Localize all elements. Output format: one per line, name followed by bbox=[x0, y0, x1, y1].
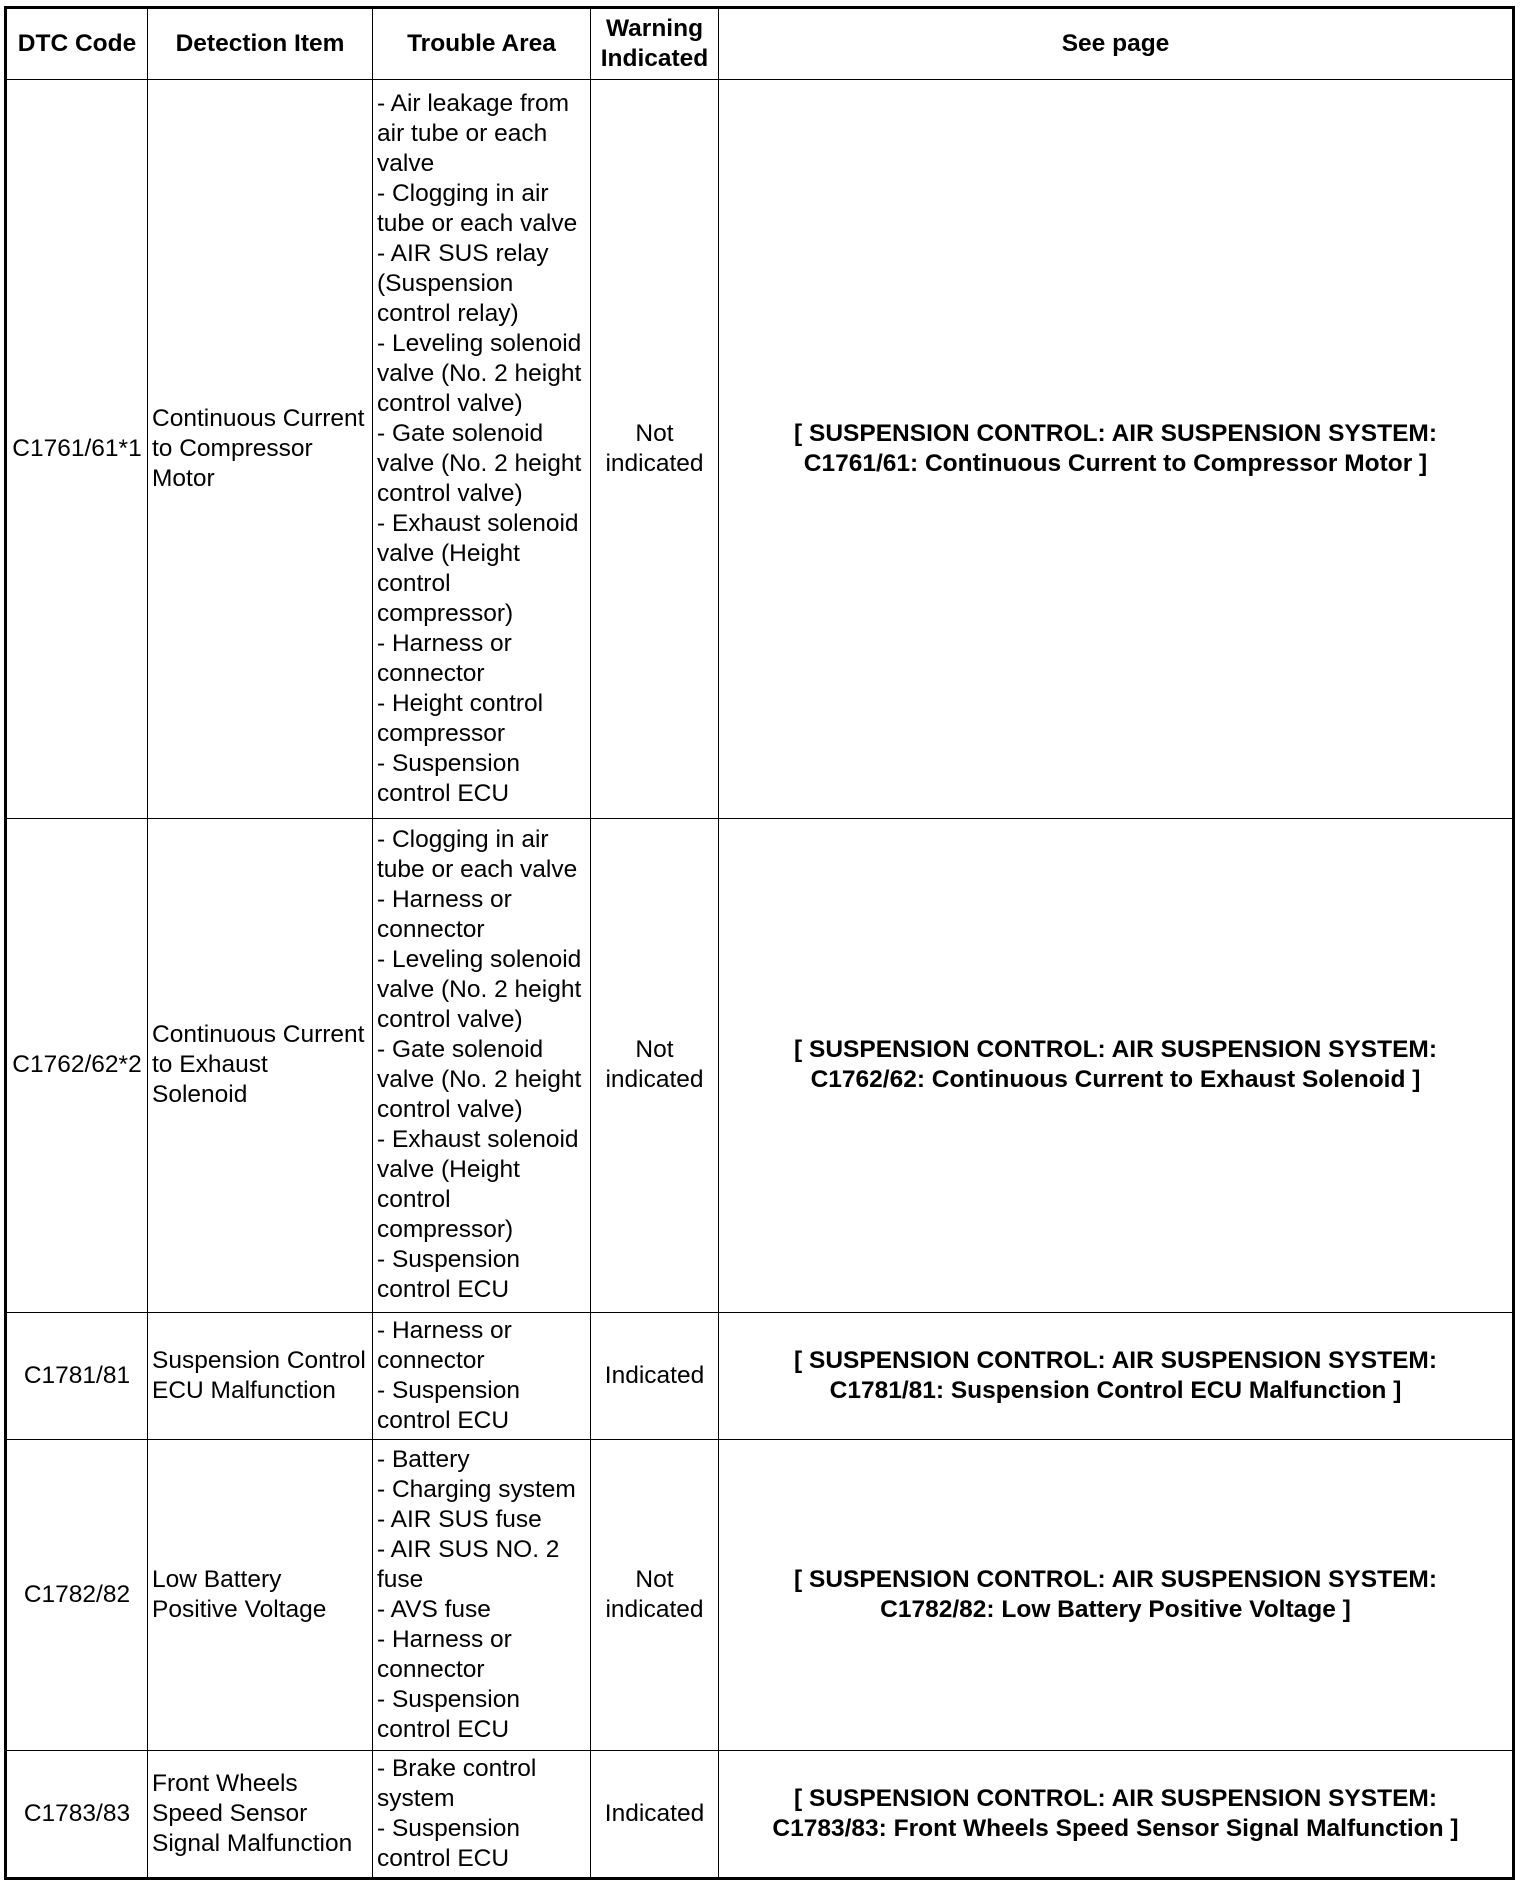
detection-item-cell: Suspension Control ECU Malfunction bbox=[148, 1312, 373, 1439]
see-page-link-line2[interactable]: C1781/81: Suspension Control ECU Malfunction ] bbox=[829, 1376, 1402, 1404]
trouble-area-line: connector bbox=[377, 1346, 485, 1374]
trouble-area-line: - Brake control bbox=[377, 1754, 537, 1782]
warning-indicated-cell: Not indicated bbox=[591, 818, 719, 1312]
trouble-area-line: control valve) bbox=[377, 1096, 523, 1124]
trouble-area-line: - Harness or bbox=[377, 1316, 512, 1344]
trouble-area-line: compressor) bbox=[377, 1216, 514, 1244]
trouble-area-line: connector bbox=[377, 1655, 485, 1683]
trouble-area-line: control valve) bbox=[377, 389, 523, 417]
header-see-page: See page bbox=[719, 8, 1514, 80]
header-warning-line1: Warning bbox=[605, 15, 704, 42]
dtc-code-cell: C1782/82 bbox=[6, 1439, 148, 1750]
see-page-link-line1[interactable]: [ SUSPENSION CONTROL: AIR SUSPENSION SYSTEM: bbox=[794, 1784, 1437, 1812]
trouble-area-line: compressor bbox=[377, 719, 505, 747]
trouble-area-line: - Suspension bbox=[377, 1814, 521, 1842]
dtc-code-cell: C1762/62*2 bbox=[6, 818, 148, 1312]
trouble-area-line: - AVS fuse bbox=[377, 1595, 491, 1623]
trouble-area-line: control ECU bbox=[377, 1276, 510, 1304]
trouble-area-cell bbox=[373, 80, 591, 819]
detection-item-cell: Front Wheels Speed Sensor Signal Malfunction bbox=[148, 1750, 373, 1878]
table-row bbox=[6, 818, 1514, 1312]
trouble-area-line: - Charging system bbox=[377, 1475, 576, 1503]
trouble-area-line: connector bbox=[377, 916, 485, 944]
trouble-area-cell bbox=[373, 1750, 591, 1878]
trouble-area-line: control ECU bbox=[377, 779, 510, 807]
warning-indicated-cell: Indicated bbox=[591, 1750, 719, 1878]
trouble-area-line: system bbox=[377, 1784, 455, 1812]
trouble-area-line: control relay) bbox=[377, 299, 519, 327]
dtc-code-cell: C1783/83 bbox=[6, 1750, 148, 1878]
trouble-area-line: - Harness or bbox=[377, 1625, 512, 1653]
trouble-area-line: - Gate solenoid bbox=[377, 1036, 544, 1064]
trouble-area-line: - Harness or bbox=[377, 629, 512, 657]
table-row bbox=[6, 80, 1514, 819]
see-page-cell bbox=[719, 1439, 1514, 1750]
trouble-area-line: tube or each valve bbox=[377, 856, 578, 884]
trouble-area-line: valve (No. 2 height bbox=[377, 359, 582, 387]
dtc-code-cell: C1781/81 bbox=[6, 1312, 148, 1439]
warning-indicated-cell: Indicated bbox=[591, 1312, 719, 1439]
see-page-link-line2[interactable]: C1761/61: Continuous Current to Compressor Motor ] bbox=[803, 449, 1428, 477]
trouble-area-line: control ECU bbox=[377, 1406, 510, 1434]
detection-item-cell: Continuous Current to Exhaust Solenoid bbox=[148, 818, 373, 1312]
trouble-area-line: - Gate solenoid bbox=[377, 419, 544, 447]
see-page-cell bbox=[719, 80, 1514, 819]
header-dtc-code: DTC Code bbox=[6, 8, 148, 80]
trouble-area-line: - Suspension bbox=[377, 1246, 521, 1274]
trouble-area-line: control ECU bbox=[377, 1715, 510, 1743]
detection-item-cell: Continuous Current to Compressor Motor bbox=[148, 80, 373, 819]
see-page-link-line2[interactable]: C1762/62: Continuous Current to Exhaust Solenoid ] bbox=[810, 1066, 1421, 1094]
trouble-area-line: - Suspension bbox=[377, 749, 521, 777]
dtc-table bbox=[4, 6, 1515, 1880]
trouble-area-line: control bbox=[377, 1186, 451, 1214]
trouble-area-line: - Leveling solenoid bbox=[377, 329, 582, 357]
trouble-area-line: (Suspension bbox=[377, 269, 514, 297]
trouble-area-line: control valve) bbox=[377, 1006, 523, 1034]
dtc-code-cell: C1761/61*1 bbox=[6, 80, 148, 819]
table-row bbox=[6, 1312, 1514, 1439]
trouble-area-line: - Suspension bbox=[377, 1376, 521, 1404]
see-page-link-line2[interactable]: C1782/82: Low Battery Positive Voltage ] bbox=[880, 1595, 1351, 1623]
header-warning-indicated bbox=[591, 8, 719, 80]
header-row bbox=[6, 8, 1514, 80]
header-trouble-area: Trouble Area bbox=[373, 8, 591, 80]
see-page-link-line1[interactable]: [ SUSPENSION CONTROL: AIR SUSPENSION SYSTEM: bbox=[794, 1565, 1437, 1593]
table-row bbox=[6, 1750, 1514, 1878]
trouble-area-line: - AIR SUS NO. 2 bbox=[377, 1535, 560, 1563]
warning-indicated-cell: Not indicated bbox=[591, 80, 719, 819]
detection-item-cell: Low Battery Positive Voltage bbox=[148, 1439, 373, 1750]
see-page-link-line1[interactable]: [ SUSPENSION CONTROL: AIR SUSPENSION SYSTEM: bbox=[794, 1036, 1437, 1064]
see-page-cell bbox=[719, 818, 1514, 1312]
trouble-area-line: - Clogging in air bbox=[377, 179, 549, 207]
see-page-link-line1[interactable]: [ SUSPENSION CONTROL: AIR SUSPENSION SYSTEM: bbox=[794, 419, 1437, 447]
trouble-area-line: - AIR SUS relay bbox=[377, 239, 549, 267]
header-warning-line2: Indicated bbox=[600, 45, 709, 72]
trouble-area-line: valve (No. 2 height bbox=[377, 449, 582, 477]
trouble-area-line: connector bbox=[377, 659, 485, 687]
trouble-area-line: control valve) bbox=[377, 479, 523, 507]
trouble-area-line: - Leveling solenoid bbox=[377, 946, 582, 974]
trouble-area-line: - Suspension bbox=[377, 1685, 521, 1713]
trouble-area-line: - Clogging in air bbox=[377, 826, 549, 854]
trouble-area-line: control bbox=[377, 569, 451, 597]
table-body bbox=[6, 80, 1514, 1879]
trouble-area-line: tube or each valve bbox=[377, 209, 578, 237]
trouble-area-line: compressor) bbox=[377, 599, 514, 627]
trouble-area-line: - Battery bbox=[377, 1445, 470, 1473]
trouble-area-cell bbox=[373, 1439, 591, 1750]
see-page-cell bbox=[719, 1312, 1514, 1439]
trouble-area-line: - Height control bbox=[377, 689, 544, 717]
trouble-area-line: valve bbox=[377, 149, 435, 177]
trouble-area-line: - AIR SUS fuse bbox=[377, 1505, 542, 1533]
see-page-link-line1[interactable]: [ SUSPENSION CONTROL: AIR SUSPENSION SYSTEM: bbox=[794, 1346, 1437, 1374]
trouble-area-line: valve (Height bbox=[377, 539, 520, 567]
header-detection-item: Detection Item bbox=[148, 8, 373, 80]
see-page-cell bbox=[719, 1750, 1514, 1878]
trouble-area-line: control ECU bbox=[377, 1844, 510, 1872]
trouble-area-line: - Air leakage from bbox=[377, 89, 569, 117]
see-page-link-line2[interactable]: C1783/83: Front Wheels Speed Sensor Signal Malfunction ] bbox=[772, 1814, 1459, 1842]
trouble-area-cell bbox=[373, 818, 591, 1312]
trouble-area-cell bbox=[373, 1312, 591, 1439]
trouble-area-line: - Harness or bbox=[377, 886, 512, 914]
trouble-area-line: - Exhaust solenoid bbox=[377, 1126, 579, 1154]
trouble-area-line: valve (No. 2 height bbox=[377, 1066, 582, 1094]
trouble-area-line: fuse bbox=[377, 1565, 424, 1593]
trouble-area-line: valve (No. 2 height bbox=[377, 976, 582, 1004]
table-row bbox=[6, 1439, 1514, 1750]
trouble-area-line: - Exhaust solenoid bbox=[377, 509, 579, 537]
warning-indicated-cell: Not indicated bbox=[591, 1439, 719, 1750]
trouble-area-line: valve (Height bbox=[377, 1156, 520, 1184]
trouble-area-line: air tube or each bbox=[377, 119, 548, 147]
